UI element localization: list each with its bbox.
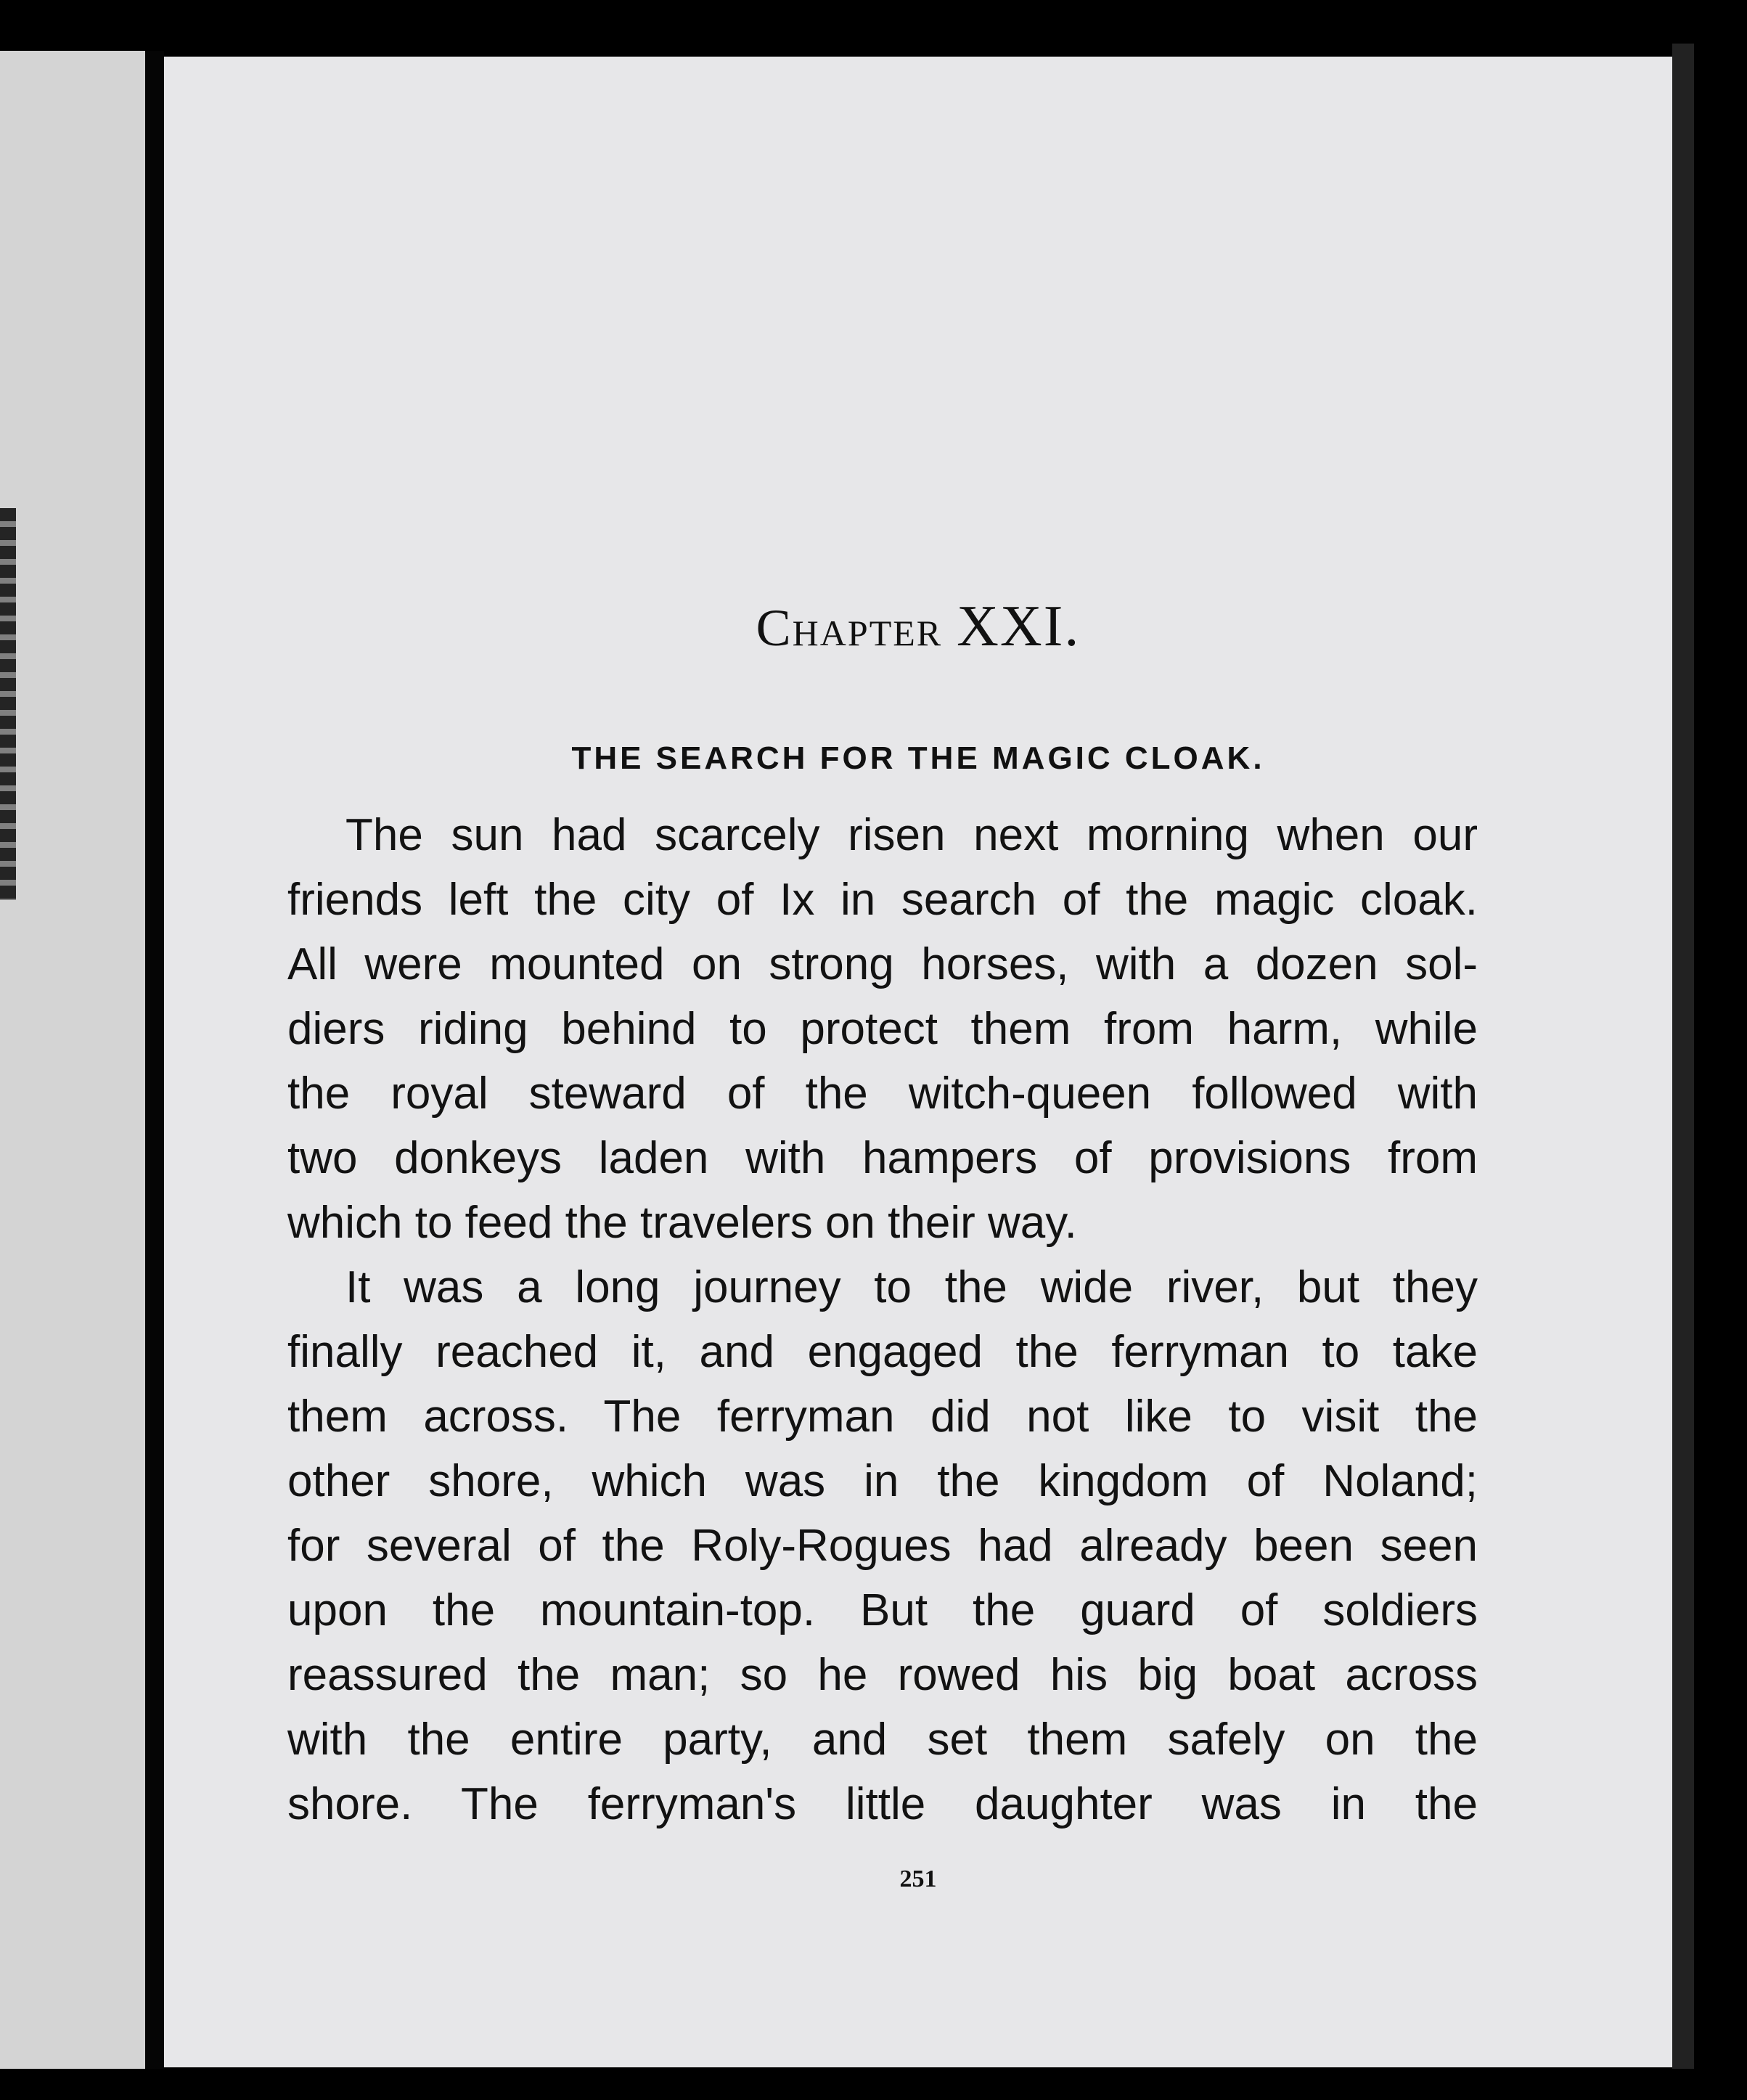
facing-page-edge: [0, 51, 145, 2069]
text-line: which to feed the travelers on their way.: [287, 1198, 1077, 1248]
text-line: the royal steward of the witch-queen followed with: [287, 1069, 1478, 1119]
text-line: reassured the man; so he rowed his big boat across: [287, 1650, 1478, 1700]
chapter-label: Chapter: [756, 599, 943, 657]
text-line: with the entire party, and set them safely on the: [287, 1715, 1478, 1765]
text-line: finally reached it, and engaged the ferryman to take: [287, 1327, 1478, 1377]
text-line: other shore, which was in the kingdom of Noland;: [287, 1456, 1478, 1506]
text-line: friends left the city of Ix in search of the magic cloak.: [287, 875, 1478, 925]
text-line: It was a long journey to the wide river, but they: [345, 1262, 1478, 1312]
facing-page-ornament: [0, 508, 16, 900]
page-number: 251: [899, 1866, 937, 1892]
page-edge-right: [1672, 44, 1694, 2069]
chapter-heading: [164, 594, 1672, 660]
text-line: for several of the Roly-Rogues had already been seen: [287, 1521, 1478, 1571]
book-page: [164, 57, 1672, 2067]
text-line: two donkeys laden with hampers of provisions from: [287, 1133, 1478, 1183]
chapter-number: XXI.: [957, 595, 1081, 658]
body-text: [287, 803, 1478, 1837]
book-gutter: [145, 51, 164, 2069]
text-line: The sun had scarcely risen next morning when our: [345, 810, 1478, 860]
text-line: upon the mountain-top. But the guard of soldiers: [287, 1585, 1478, 1635]
text-line: shore. The ferryman's little daughter was in the: [287, 1779, 1478, 1829]
chapter-subtitle: THE SEARCH FOR THE MAGIC CLOAK.: [571, 740, 1265, 776]
text-line: diers riding behind to protect them from harm, while: [287, 1004, 1478, 1054]
text-line: them across. The ferryman did not like to visit the: [287, 1392, 1478, 1442]
text-line: All were mounted on strong horses, with a dozen sol-: [287, 939, 1478, 989]
